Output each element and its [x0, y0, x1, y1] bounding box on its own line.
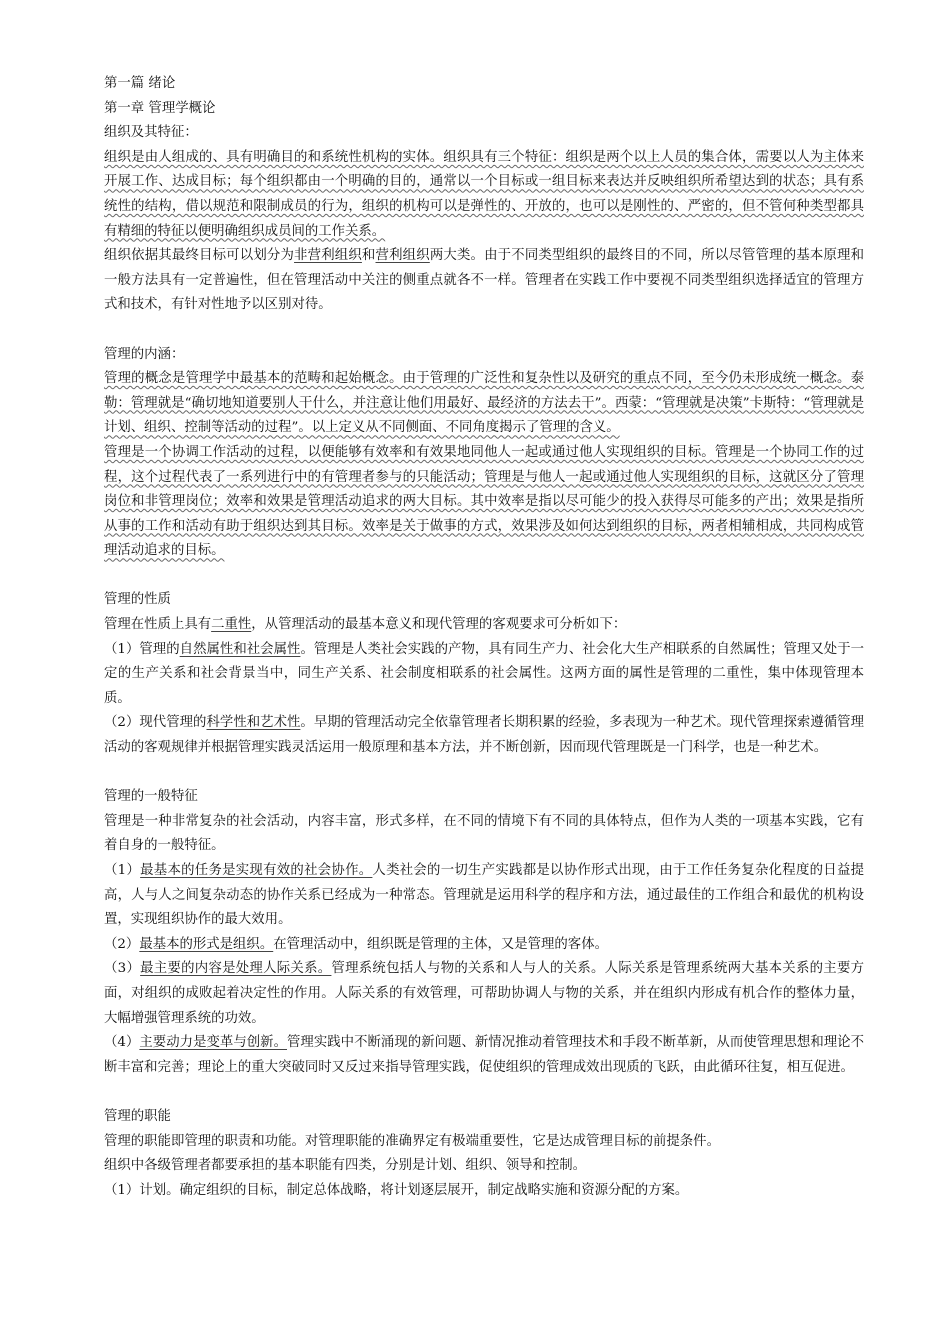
list-item-feature-1	[104, 859, 864, 933]
section-heading-nature: 管理的性质	[104, 592, 171, 608]
text: 管理实践中不断涌现的新问题、新情况推动着管理技术和手段不断革新，从而使管理思想和理论不断丰富和完善；理论上的重大突破同时又反过来指导管理实践，促使组织的管理成效出现质的飞跃，由此循环往复，相互促进。	[104, 1035, 864, 1075]
text: 。早期的管理活动完全依靠管理者长期积累的经验，多表现为一种艺术。现代管理探索遵循管理活动的客观规律并根据管理实践灵活运用一般原理和基本方法，并不断创新，因而现代管理既是一门科学，也是一种艺术。	[104, 715, 864, 756]
text: （1）管理的	[104, 641, 180, 657]
term-nonprofit: 非营利组织	[294, 248, 362, 264]
term-natural-social: 自然属性和社会属性	[179, 641, 301, 657]
term-feature-2: 最基本的形式是组织。	[139, 936, 274, 952]
list-item-nature-2	[104, 711, 864, 760]
text: 在管理活动中，组织既是管理的主体，又是管理的客体。	[273, 936, 608, 952]
term-duality: 二重性	[211, 617, 252, 633]
paragraph-management-process: 管理是一个协调工作活动的过程，以便能够有效率和有效果地同他人一起或通过他人实现组织的目标。管理是一个协同工作的过程，这个过程代表了一系列进行中的有管理者参与的只能活动；管理是与他人一起或通过他人实现组织的目标，这就区分了管理岗位和非管理岗位；效率和效果是管理活动追求的两大目标。其中效率是指以尽可能少的投入获得尽可能多的产出；效果是指所从事的工作和活动有助于组织达到其目标。效率是关于做事的方式，效果涉及如何达到组织的目标，两者相辅相成，共同构成管理活动追求的目标。	[104, 444, 864, 559]
paragraph-organization-definition: 组织是由人组成的、具有明确目的和系统性机构的实体。组织具有三个特征：组织是两个以上人员的集合体，需要以人为主体来开展工作、达成目标；每个组织都由一个明确的目的，通常以一个目标或一组目标来表达并反映组织所希望达到的状态；具有系统性的结构，借以规范和限制成员的行为，组织的机构可以是弹性的、开放的，也可以是刚性的、严密的，但不管何种类型都具有精细的特征以便明确组织成员间的工作关系。	[104, 149, 864, 239]
text: （4）	[104, 1035, 140, 1051]
term-feature-3: 最主要的内容是处理人际关系。	[140, 961, 332, 977]
spacer	[104, 1080, 864, 1105]
text: 管理在性质上具有	[104, 617, 212, 633]
section-heading-features: 管理的一般特征	[104, 789, 198, 805]
list-item-feature-2	[104, 933, 864, 958]
text: （2）	[104, 936, 140, 952]
text: 人类社会的一切生产实践都是以协作形式出现，由于工作任务复杂化程度的日益提高，人与人之间复杂动态的协作关系已经成为一种常态。管理就是运用科学的程序和方法，通过最佳的工作组合和最优的机构设置，实现组织协作的最大效用。	[104, 863, 865, 928]
paragraph-management-concept: 管理的概念是管理学中最基本的范畴和起始概念。由于管理的广泛性和复杂性以及研究的重点不同，至今仍未形成统一概念。泰勒：管理就是“确切地知道要别人干什么，并注意让他们用最好、最经济的方法去干”。西蒙：“管理就是决策”卡斯特：“管理就是计划、组织、控制等活动的过程”。以上定义从不同侧面、不同角度揭示了管理的含义。	[104, 371, 864, 436]
list-item-function-1: （1）计划。确定组织的目标，制定总体战略，将计划逐层展开，制定战略实施和资源分配的方案。	[104, 1182, 689, 1198]
text: 两大类。由于不同类型组织的最终目的不同，所以尽管管理的基本原理和一般方法具有一定普遍性，但在管理活动中关注的侧重点就各不一样。管理者在实践工作中要视不同类型组织选择适宜的管理方式和技术，有针对性地予以区别对待。	[104, 248, 865, 313]
paragraph-functions-four: 组织中各级管理者都要承担的基本职能有四类，分别是计划、组织、领导和控制。	[104, 1158, 587, 1174]
text: 组织依据其最终目标可以划分为	[104, 248, 295, 264]
paragraph-organization-types	[104, 244, 864, 318]
spacer	[104, 564, 864, 589]
term-feature-1: 最基本的任务是实现有效的社会协作。	[140, 863, 373, 878]
paragraph-functions-definition: 管理的职能即管理的职责和功能。对管理职能的准确界定有极端重要性，它是达成管理目标的前提条件。	[104, 1133, 720, 1149]
paragraph-features-intro: 管理是一种非常复杂的社会活动，内容丰富，形式多样，在不同的情境下有不同的具体特点，但作为人类的一项基本实践，它有着自身的一般特征。	[104, 813, 864, 854]
text: 。管理是人类社会实践的产物，具有同生产力、社会化大生产相联系的自然属性；管理又处于一定的生产关系和社会背景当中，同生产关系、社会制度相联系的社会属性。这两方面的属性是管理的二重性，集中体现管理本质。	[104, 641, 865, 706]
part-title: 第一篇 绪论	[104, 76, 176, 91]
section-heading-connotation: 管理的内涵：	[104, 346, 185, 362]
term-feature-4: 主要动力是变革与创新。	[139, 1035, 287, 1051]
section-heading-organization: 组织及其特征：	[104, 125, 198, 141]
text: （2）现代管理的	[104, 715, 207, 731]
text: ，从管理活动的最基本意义和现代管理的客观要求可分析如下：	[251, 617, 627, 633]
section-heading-functions: 管理的职能	[104, 1108, 171, 1124]
document-page	[104, 72, 864, 1203]
text: 管理系统包括人与物的关系和人与人的关系。人际关系是管理系统两大基本关系的主要方面，对组织的成败起着决定性的作用。人际关系的有效管理，可帮助协调人与物的关系，并在组织内形成有机合作的整体力量，大幅增强管理系统的功效。	[104, 961, 865, 1026]
spacer	[104, 761, 864, 786]
list-item-feature-4	[104, 1031, 864, 1080]
text: 和	[361, 248, 376, 264]
text: （3）	[104, 961, 141, 977]
paragraph-nature-intro	[104, 613, 864, 638]
list-item-feature-3	[104, 957, 864, 1031]
term-science-art: 科学性和艺术性	[206, 715, 301, 731]
spacer	[104, 318, 864, 343]
chapter-title: 第一章 管理学概论	[104, 100, 216, 116]
list-item-nature-1	[104, 638, 864, 712]
term-profit: 营利组织	[375, 248, 430, 264]
text: （1）	[104, 863, 141, 878]
